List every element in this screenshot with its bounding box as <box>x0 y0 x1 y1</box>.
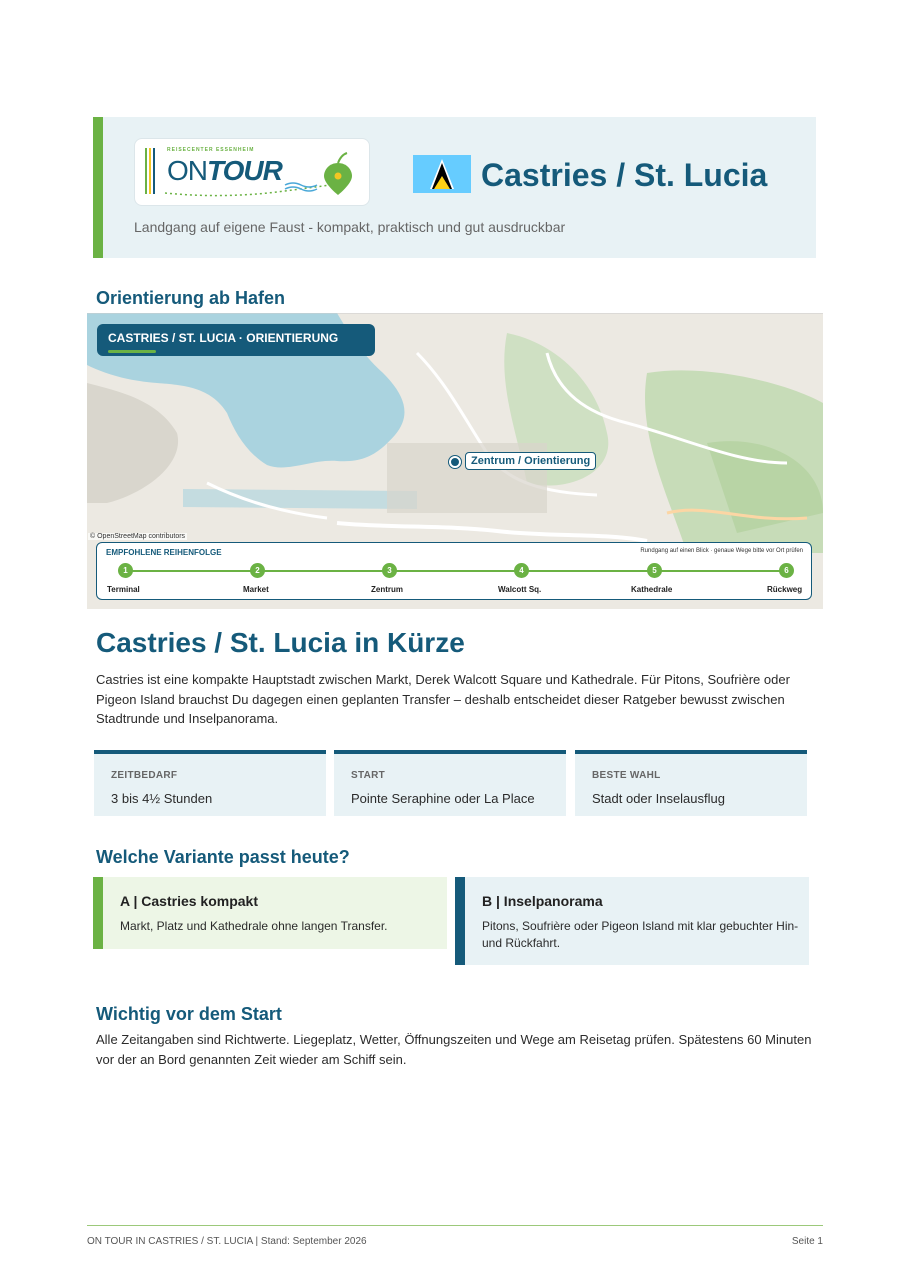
map-title-underline <box>108 350 156 353</box>
info-card-label: BESTE WAHL <box>592 770 661 781</box>
route-note: Rundgang auf einen Blick · genaue Wege bitte vor Ort prüfen <box>640 548 803 554</box>
important-text: Alle Zeitangaben sind Richtwerte. Liegeplatz, Wetter, Öffnungszeiten und Wege am Reisetag prüfen. Spätestens 60 Minuten vor der an Bord genannten Zeit wieder am Schiff sein. <box>96 1032 812 1067</box>
map-pin-label[interactable]: Zentrum / Orientierung <box>465 452 596 470</box>
info-card-best <box>575 750 807 816</box>
orientation-heading: Orientierung ab Hafen <box>96 288 286 308</box>
variants-heading: Welche Variante passt heute? <box>96 847 350 867</box>
variant-a-title: A | Castries kompakt <box>120 893 259 909</box>
route-line <box>125 570 785 572</box>
logo-wordmark <box>167 155 282 187</box>
logo-tour: TOUR <box>207 155 282 186</box>
info-card-value: Stadt oder Inselausflug <box>592 791 725 806</box>
variant-b-card <box>455 877 809 965</box>
route-stop-4-label: Walcott Sq. <box>498 585 542 594</box>
route-stop-6-number: 6 <box>779 563 794 578</box>
route-stop-1-number: 1 <box>118 563 133 578</box>
orientation-map <box>87 313 823 609</box>
footer-divider <box>87 1225 823 1226</box>
logo-subtitle: REISECENTER ESSENHEIM <box>167 147 255 153</box>
header-panel <box>93 117 816 258</box>
map-title-badge <box>97 324 375 356</box>
route-stop-3-label: Zentrum <box>371 585 403 594</box>
route-stop-2-number: 2 <box>250 563 265 578</box>
info-card-value: Pointe Seraphine oder La Place <box>351 791 535 806</box>
on-tour-logo <box>134 138 370 206</box>
summary-text: Castries ist eine kompakte Hauptstadt zwischen Markt, Derek Walcott Square und Kathedrale. Für Pitons, Soufrière oder Pigeon Island brauchst Du dagegen einen geplanten Transfer – deshalb entscheidet dieser Ratgeber bewusst zwischen Stadtrunde und Inselpanorama. <box>96 672 790 726</box>
info-card-value: 3 bis 4½ Stunden <box>111 791 213 806</box>
map-title-text: CASTRIES / ST. LUCIA · ORIENTIERUNG <box>108 331 339 345</box>
variant-a-text: Markt, Platz und Kathedrale ohne langen Transfer. <box>120 919 388 933</box>
route-panel <box>96 542 812 600</box>
variant-b-text: Pitons, Soufrière oder Pigeon Island mit klar gebuchter Hin- und Rückfahrt. <box>482 919 799 950</box>
variant-a-card <box>93 877 447 949</box>
page-subtitle: Landgang auf eigene Faust - kompakt, praktisch und gut ausdruckbar <box>134 219 566 235</box>
page-number: Seite 1 <box>791 1236 823 1247</box>
route-stop-3-number: 3 <box>382 563 397 578</box>
route-stop-6-label: Rückweg <box>767 585 803 594</box>
logo-on: ON <box>167 155 207 186</box>
location-pin-icon[interactable] <box>449 456 461 468</box>
info-card-label: ZEITBEDARF <box>111 770 178 781</box>
route-stop-2-label: Market <box>243 585 269 594</box>
important-heading: Wichtig vor dem Start <box>96 1004 282 1024</box>
summary-heading: Castries / St. Lucia in Kürze <box>96 627 465 658</box>
footer-text: ON TOUR IN CASTRIES / ST. LUCIA | Stand: September 2026 <box>87 1236 367 1247</box>
route-stop-4-number: 4 <box>514 563 529 578</box>
route-title: EMPFOHLENE REIHENFOLGE <box>106 548 222 557</box>
page-title: Castries / St. Lucia <box>481 157 768 193</box>
info-card-time <box>94 750 326 816</box>
info-card-label: START <box>351 770 386 781</box>
route-stop-5-label: Kathedrale <box>631 585 673 594</box>
map-attribution: © OpenStreetMap contributors <box>90 533 186 540</box>
saint-lucia-flag-icon <box>413 155 471 193</box>
variant-b-title: B | Inselpanorama <box>482 893 603 909</box>
info-card-start <box>334 750 566 816</box>
route-stop-5-number: 5 <box>647 563 662 578</box>
route-stop-1-label: Terminal <box>107 585 140 594</box>
